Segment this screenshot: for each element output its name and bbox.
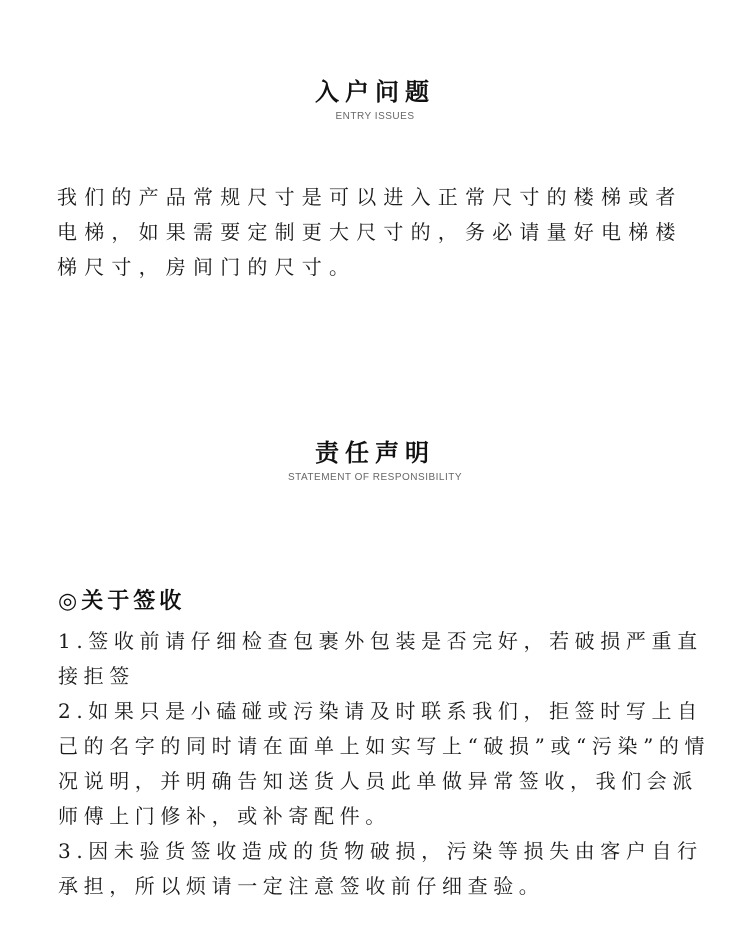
- notice-item-1: 1.签收前请仔细检查包裹外包装是否完好，若破损严重直接拒签: [58, 629, 703, 688]
- signing-notice-heading: ◎关于签收: [58, 588, 186, 614]
- notice-item-3: 3.因未验货签收造成的货物破损，污染等损失由客户自行承担，所以烦请一定注意签收前仔细查验。: [58, 839, 703, 898]
- notice-item-2: 2.如果只是小磕碰或污染请及时联系我们，拒签时写上自己的名字的同时请在面单上如实写上“破损”或“污染”的情况说明，并明确告知送货人员此单做异常签收，我们会派师傅上门修补，或补寄配件。: [58, 699, 711, 828]
- responsibility-title: 责任声明: [315, 438, 435, 467]
- entry-issues-subtitle: ENTRY ISSUES: [335, 111, 415, 122]
- entry-issues-title: 入户问题: [315, 77, 435, 106]
- signing-notice-list: [58, 624, 718, 904]
- responsibility-subtitle: STATEMENT OF RESPONSIBILITY: [287, 472, 463, 483]
- entry-issues-body: 我们的产品常规尺寸是可以进入正常尺寸的楼梯或者电梯，如果需要定制更大尺寸的，务必请量好电梯楼梯尺寸，房间门的尺寸。: [57, 185, 683, 279]
